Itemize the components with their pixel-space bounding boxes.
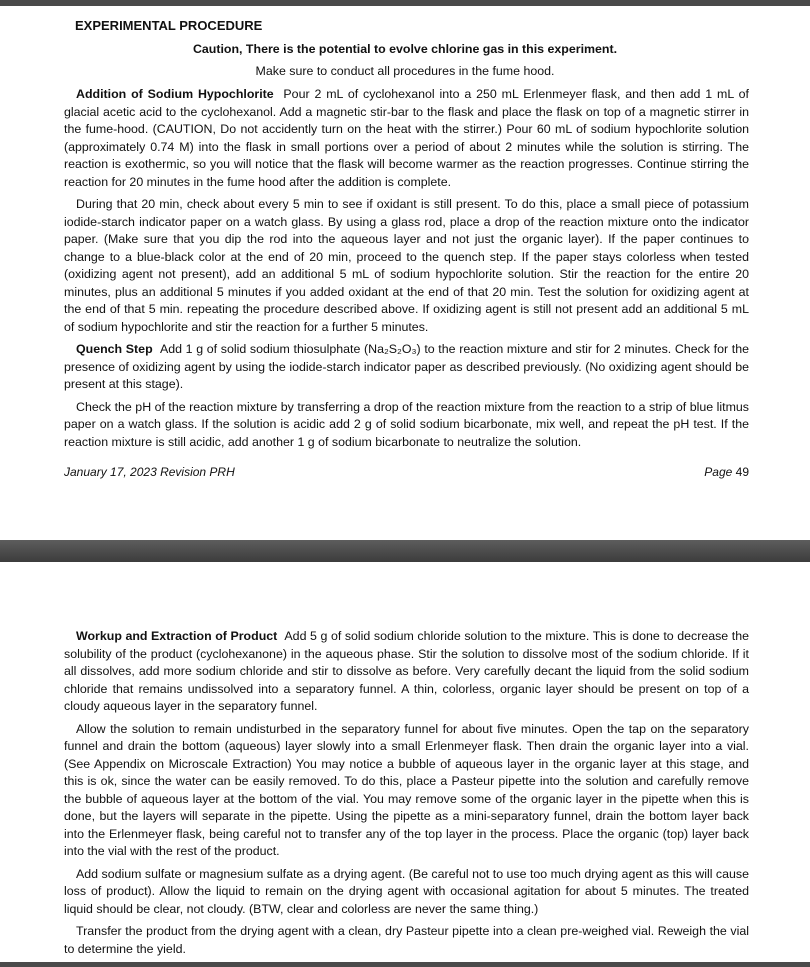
oxidant-check-paragraph: During that 20 min, check about every 5 min to see if oxidant is still present. To do this, place a small piece of potassium iodide-starch indicator paper on a watch glass. By using a glass rod, place a drop of the reaction mixture onto the indicator paper. (Make sure that you dip the rod into the aqueous layer and not just the organic layer). If the paper continues to change to a blue-black color at the end of 20 min, proceed to the quench step. If the paper stays colorless when tested (oxidizing agent not present), add an additional 5 mL of sodium hypochlorite solution. Stir the reaction for the entire 20 minutes, plus an additional 5 minutes if you added oxidant at the end of that 20 min. Test the solution for oxidizing agent at the end of that 5 min. repeating the procedure described above. If oxidizing agent is still not present add an additional 5 mL of sodium hypochlorite and stir the reaction for a further 5 minutes.: [64, 197, 749, 334]
caution-note: Caution, There is the potential to evolve chlorine gas in this experiment.: [192, 42, 618, 56]
addition-heading: Addition of Sodium Hypochlorite: [76, 87, 274, 101]
page2-body: [64, 628, 749, 958]
page-separator: [0, 540, 810, 562]
page-label: Page: [704, 465, 733, 479]
page1-body: [64, 86, 749, 451]
drying-paragraph: Add sodium sulfate or magnesium sulfate as a drying agent. (Be careful not to use too much drying agent as this will cause loss of product). Allow the liquid to remain on the drying agent with occasional agitation for about 5 minutes. The treated liquid should be clear, not cloudy. (BTW, clear and colorless are never the same thing.): [64, 866, 749, 916]
section-title: EXPERIMENTAL PROCEDURE: [75, 18, 263, 33]
separation-paragraph: Allow the solution to remain undisturbed in the separatory funnel for about five minutes. Open the tap on the separatory funnel and drain the bottom (aqueous) layer slowly into a small Erlenmeyer flask. Then drain the organic layer into a vial. (See Appendix on Microscale Extraction) You may notice a bubble of aqueous layer in the organic layer at this stage, and this is ok, since the water can be easily removed. To do this, place a Pasteur pipette into the solution and carefully remove the bubble of aqueous layer at the bottom of the vial. You may remove some of the organic layer in the pipette when this is done, but the layers will separate in the pipette. Using the pipette as a mini-separatory funnel, drain the bottom layer back into the Erlenmeyer flask, being careful not to transfer any of the top layer in the process. Place the organic (top) layer back into the vial with the rest of the product.: [64, 721, 749, 858]
viewer-bottom-edge: [0, 962, 810, 967]
quench-text: Add 1 g of solid sodium thiosulphate (Na₂S₂O₃) to the reaction mixture and stir for 2 minutes. Check for the presence of oxidizing agent by using the iodide-starch indicator paper as described previously. (No oxidizing agent should be present at this stage).: [64, 342, 749, 391]
fume-hood-note: Make sure to conduct all procedures in the fume hood.: [255, 64, 555, 78]
footer-page-number: [704, 465, 749, 479]
addition-text: Pour 2 mL of cyclohexanol into a 250 mL Erlenmeyer flask, and then add 1 mL of glacial acetic acid to the cyclohexanol. Add a magnetic stir-bar to the flask and place the flask on top of a magnetic stirrer in the fume-hood. (CAUTION, Do not accidently turn on the heat with the stirrer.) Pour 60 mL of sodium hypochlorite solution (approximately 0.74 M) into the flask in small portions over a period of about 2 minutes while the solution is stirring. The reaction is exothermic, so you will notice that the flask will become warmer as the reaction progresses. Continue stirring the reaction for 20 minutes in the fume hood after the addition is complete.: [64, 87, 750, 189]
ph-check-paragraph: Check the pH of the reaction mixture by transferring a drop of the reaction mixture from the reaction to a strip of blue litmus paper on a watch glass. If the solution is acidic add 2 g of solid sodium bicarbonate, mix well, and repeat the pH test. If the reaction mixture is still acidic, add another 1 g of sodium bicarbonate to neutralize the solution.: [64, 399, 749, 449]
addition-paragraph: [64, 86, 749, 191]
page-number: 49: [735, 465, 749, 479]
quench-heading: Quench Step: [76, 342, 153, 356]
document-page-49: [0, 6, 810, 540]
quench-paragraph: [64, 341, 749, 394]
workup-heading: Workup and Extraction of Product: [76, 629, 278, 643]
transfer-paragraph: Transfer the product from the drying agent with a clean, dry Pasteur pipette into a clean pre-weighed vial. Reweigh the vial to determine the yield.: [64, 924, 749, 956]
workup-text: Add 5 g of solid sodium chloride solution to the mixture. This is done to decrease the solubility of the product (cyclohexanone) in the aqueous phase. Stir the solution to dissolve most of the sodium chloride. If it all dissolves, add more sodium chloride and stir to dissolve as before. Very carefully decant the liquid from the solid sodium chloride that remains undissolved into a separatory funnel. A thin, colorless, organic layer should be present on top of a cloudy aqueous layer in the separatory funnel.: [64, 629, 749, 713]
footer-revision-date: January 17, 2023 Revision PRH: [64, 465, 235, 479]
document-page-50: [0, 562, 810, 962]
workup-paragraph: [64, 628, 749, 716]
